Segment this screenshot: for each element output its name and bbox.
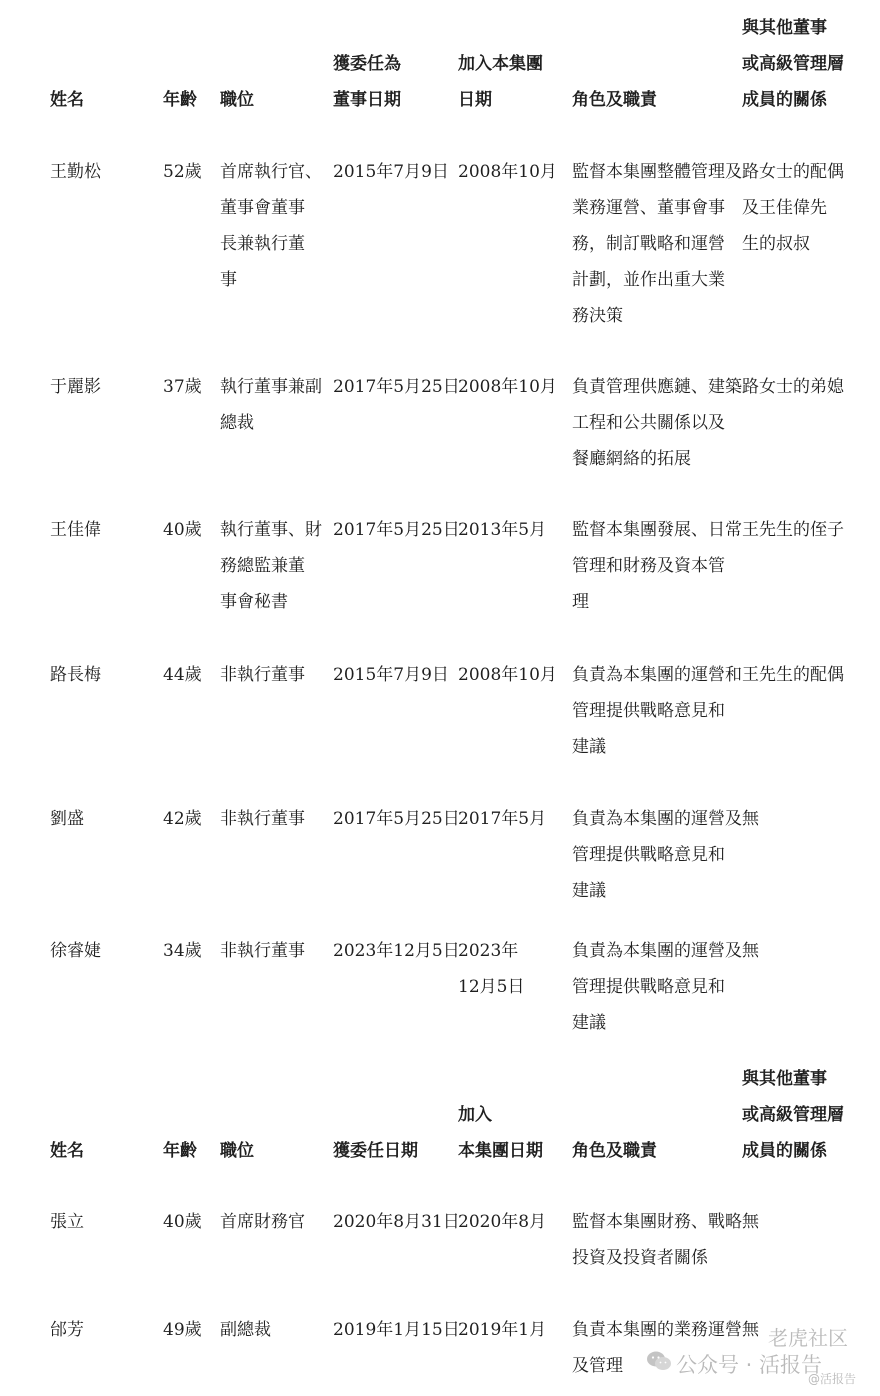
cell-position: 非執行董事 <box>220 665 305 685</box>
cell-relation: 無 <box>742 809 759 829</box>
watermark-community: 老虎社区 <box>768 1326 848 1350</box>
header-role: 角色及職責 <box>572 90 657 110</box>
cell-role: 負責為本集團的運營及 管理提供戰略意見和 建議 <box>572 809 742 901</box>
cell-joined-date: 2023年 12月5日 <box>458 941 525 997</box>
cell-position: 執行董事兼副 總裁 <box>220 377 322 433</box>
cell-relation: 無 <box>742 1212 759 1232</box>
cell-joined-date: 2019年1月 <box>458 1320 547 1340</box>
cell-role: 負責為本集團的運營和 管理提供戰略意見和 建議 <box>572 665 742 757</box>
cell-relation: 無 <box>742 941 759 961</box>
header-name: 姓名 <box>50 90 84 110</box>
wechat-icon <box>646 1350 672 1372</box>
cell-name: 邰芳 <box>50 1320 84 1340</box>
header-name: 姓名 <box>50 1141 84 1161</box>
cell-position: 首席執行官、 董事會董事 長兼執行董 事 <box>220 162 322 290</box>
cell-age: 34歲 <box>163 941 202 961</box>
cell-age: 49歲 <box>163 1320 202 1340</box>
cell-age: 40歲 <box>163 1212 202 1232</box>
cell-relation: 王先生的配偶 <box>742 665 844 685</box>
header-relation: 與其他董事 或高級管理層 成員的關係 <box>742 1069 844 1161</box>
cell-name: 王勤松 <box>50 162 101 182</box>
header-age: 年齡 <box>163 1141 197 1161</box>
cell-joined-date: 2008年10月 <box>458 377 557 397</box>
header-appointed-date: 獲委任日期 <box>333 1141 418 1161</box>
cell-age: 52歲 <box>163 162 202 182</box>
header-appointed-date: 獲委任為 董事日期 <box>333 54 401 110</box>
header-position: 職位 <box>220 1141 254 1161</box>
header-joined-date: 加入 本集團日期 <box>458 1105 543 1161</box>
cell-appointed-date: 2015年7月9日 <box>333 162 449 182</box>
cell-joined-date: 2008年10月 <box>458 665 557 685</box>
cell-name: 張立 <box>50 1212 84 1232</box>
cell-joined-date: 2013年5月 <box>458 520 547 540</box>
cell-age: 40歲 <box>163 520 202 540</box>
cell-age: 42歲 <box>163 809 202 829</box>
cell-name: 于麗影 <box>50 377 101 397</box>
cell-appointed-date: 2017年5月25日 <box>333 377 460 397</box>
cell-joined-date: 2020年8月 <box>458 1212 547 1232</box>
cell-appointed-date: 2019年1月15日 <box>333 1320 460 1340</box>
cell-joined-date: 2008年10月 <box>458 162 557 182</box>
cell-age: 44歲 <box>163 665 202 685</box>
cell-appointed-date: 2023年12月5日 <box>333 941 460 961</box>
watermark-handle: @活报告 <box>808 1372 857 1386</box>
cell-age: 37歲 <box>163 377 202 397</box>
cell-role: 監督本集團發展、日常 管理和財務及資本管 理 <box>572 520 742 612</box>
cell-position: 執行董事、財 務總監兼董 事會秘書 <box>220 520 322 612</box>
header-age: 年齡 <box>163 90 197 110</box>
watermark-account: 公众号 · 活报告 <box>676 1353 823 1377</box>
cell-position: 首席財務官 <box>220 1212 305 1232</box>
header-joined-date: 加入本集團 日期 <box>458 54 543 110</box>
cell-name: 徐睿婕 <box>50 941 101 961</box>
cell-name: 劉盛 <box>50 809 84 829</box>
cell-position: 副總裁 <box>220 1320 271 1340</box>
cell-appointed-date: 2017年5月25日 <box>333 520 460 540</box>
cell-appointed-date: 2017年5月25日 <box>333 809 460 829</box>
cell-role: 負責管理供應鏈、建築 工程和公共關係以及 餐廳網絡的拓展 <box>572 377 742 469</box>
cell-position: 非執行董事 <box>220 941 305 961</box>
cell-name: 路長梅 <box>50 665 101 685</box>
cell-appointed-date: 2020年8月31日 <box>333 1212 460 1232</box>
cell-name: 王佳偉 <box>50 520 101 540</box>
cell-relation: 無 <box>742 1320 759 1340</box>
cell-role: 負責本集團的業務運營 及管理 <box>572 1320 742 1376</box>
cell-relation: 路女士的配偶 及王佳偉先 生的叔叔 <box>742 162 844 254</box>
cell-joined-date: 2017年5月 <box>458 809 547 829</box>
header-position: 職位 <box>220 90 254 110</box>
header-relation: 與其他董事 或高級管理層 成員的關係 <box>742 18 844 110</box>
cell-relation: 路女士的弟媳 <box>742 377 844 397</box>
cell-position: 非執行董事 <box>220 809 305 829</box>
cell-role: 監督本集團財務、戰略 投資及投資者關係 <box>572 1212 742 1268</box>
cell-role: 負責為本集團的運營及 管理提供戰略意見和 建議 <box>572 941 742 1033</box>
cell-role: 監督本集團整體管理及 業務運營、董事會事 務，制訂戰略和運營 計劃，並作出重大業 務決策 <box>572 162 742 326</box>
cell-appointed-date: 2015年7月9日 <box>333 665 449 685</box>
header-role: 角色及職責 <box>572 1141 657 1161</box>
cell-relation: 王先生的侄子 <box>742 520 844 540</box>
